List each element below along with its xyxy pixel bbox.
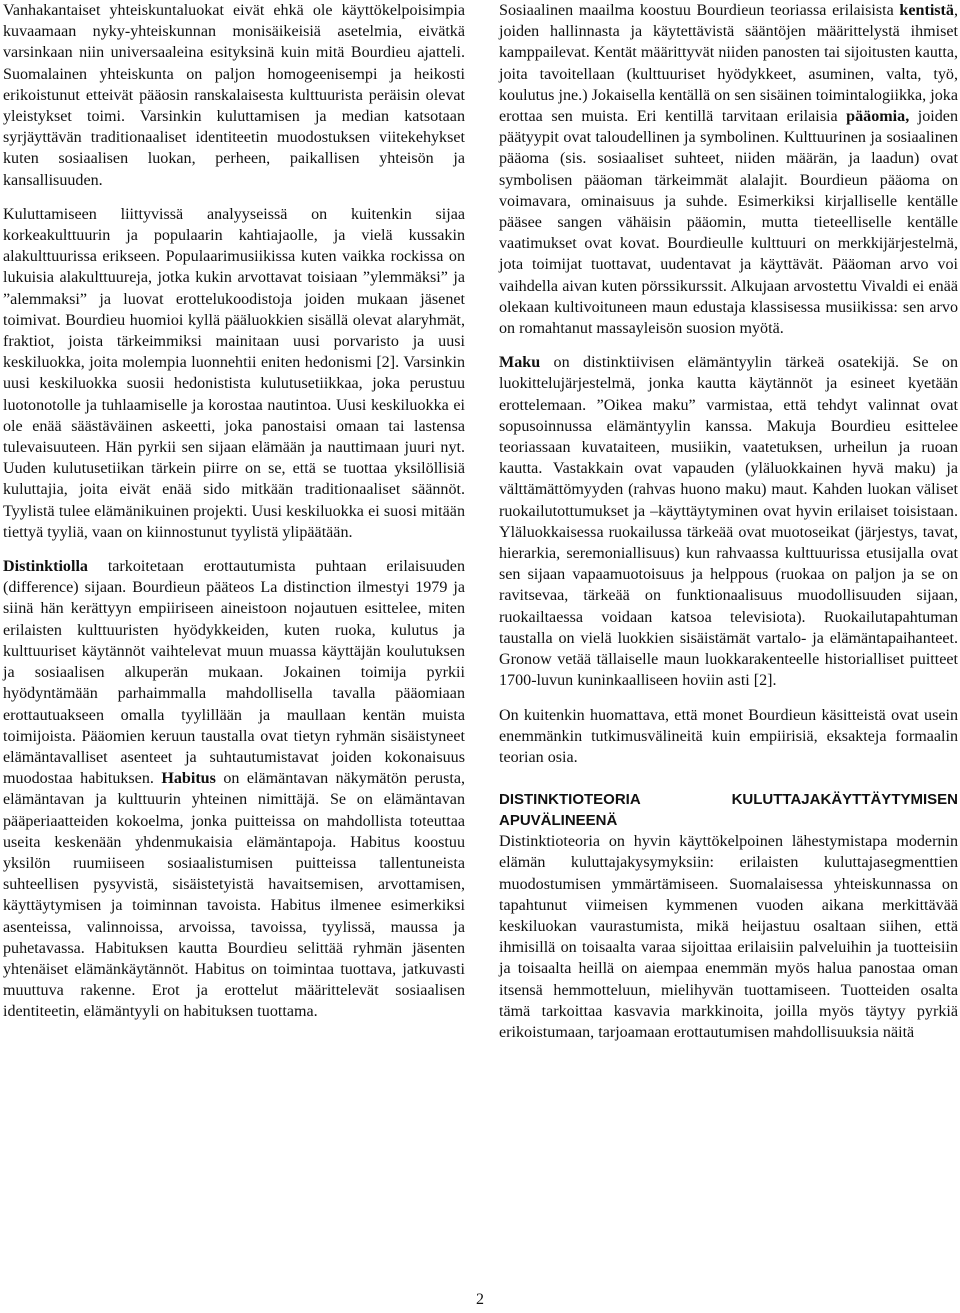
paragraph: Kuluttamiseen liittyvissä analyyseissä on kuitenkin sijaa korkeakulttuurin ja populaarin kahtiajaolle, ja vielä kussakin alakulttuurissa erikseen. Populaarimusiikissa kuten vaikka rockissa on lukuisia alakulttuureja, jotka kukin arvottavat toisiaan ”ylemmäksi” ja ”alemmaksi” ja luovat erottelukoodistoja joiden mukaan jäsenet toimivat. Bourdieu huomioi kyllä pääluokkien sisällä olevat alaryhmät, fraktiot, joista tärkeimmiksi mainitaan uusi porvaristo ja uusi keskiluokka, joita molempia luonnehtii eniten hedonismi [2]. Varsinkin uusi keskiluokka suosii hedonistista kulutusetiikkaa, joka perustuu luotonotolle ja tuhlaamiselle ja korostaa nautintoa. Uusi keskiluokka ei ole enää säästäväinen askeetti, joka panostaisi omaan tai lastensa tulevaisuuteen. Hän pyrkii sen sijaan elämään ja nauttimaan juuri nyt. Uuden kulutusetiikan tärkein piirre on se, että se tuottaa yksilöllisiä kuluttajia, joita eivät enää sido mitkään traditionaaliset säännöt. Tyylistä tulee elämänikuinen projekti. Uusi keskiluokka ei suosi mitään tiettyä tyyliä, vaan on kiinnostunut tyylistä ylipäätään. — [3, 205, 465, 541]
paragraph-text: joiden päätyypit ovat taloudellinen ja symbolinen. Kulttuurinen ja sosiaalinen pääoma (sis. sosiaaliset suhteet, niiden määrän, ja laadun) ovat symbolisen pääoman tärkeimmät alalajit. Bourdieun pääoma on voimavara, ominaisuus ja suhde. Esimerkiksi kirjalliselle kentälle pääsee sangen vähäisin pääomin, mutta tieteelliselle kentälle vaatimukset ovat kovat. Bourdieulle kulttuuri on merkkijärjestelmä, jota toimijat tuottavat, uudentavat ja käyttävät. Pääoman arvo voi vaihdella aivan kuten pörssikurssit. Alkujaan arvostettu Vivaldi ei enää olekaan kultivoituneen maun edustaja klassisessa musiikissa: sen arvo on romahtanut massayleisön suosion myötä. — [499, 108, 958, 338]
term-paaomia: pääomia, — [846, 108, 910, 126]
paragraph — [499, 352, 958, 691]
term-maku: Maku — [499, 354, 541, 372]
section-heading: DISTINKTIOTEORIA KULUTTAJAKÄYTTÄYTYMISEN — [499, 791, 958, 809]
paragraph: On kuitenkin huomattava, että monet Bourdieun käsitteistä ovat usein enemmänkin tutkimusvälineitä kuin empiirisiä, eksakteja formaalin teorian osia. — [499, 706, 958, 766]
paragraph: Distinktioteoria on hyvin käyttökelpoinen lähestymistapa modernin elämän kuluttajakysymyksiin: erilaisten kuluttajasegmenttien muodostumisen ymmärtämiseen. Suomalaisessa yhteiskunnassa on tapahtunut viimeisen kymmenen vuoden aikana merkittävää keskiluokan vaurastumista, mikä heijastuu osaltaan siihen, että ihmisillä on toisaalta varaa sijoittaa erilaisiin palveluihin ja tuotteisiin ja toisaalta heillä on aiempaa enemmän myös halua panostaa oman itsensä hemmotteluun, mielihyvän tuottamiseen. Tuotteiden osalta tämä tarkoittaa kasvavia markkinoita, joilla myös täytyy pyrkiä erikoistumaan, tarjoamaan erottautumisen mahdollisuuksia näitä — [499, 833, 958, 1041]
section-heading-continued: APUVÄLINEENÄ — [499, 812, 618, 830]
paragraph-text: tarkoitetaan erottautumista puhtaan erilaisuuden (difference) sijaan. Bourdieun pääteos La distinction ilmestyi 1979 ja siinä hän kerättyyn empiiriseen aineistoon nojautuen esittelee, miten erilaisten kulttuuristen hyödykkeiden, kuten ruoka, kulutus ja kulttuuriset käytännöt vaihtelevat muun muassa käyttäjän koulutuksen ja sosiaalisen alkuperän mukaan. Jokainen toimija pyrkii hyödyntämään parhaimmalla mahdollisella tavalla pääomiaan erottautuakseen omalla tyylillään ja maullaan kentän muista toimijoista. Pääomien keruun taustalla ovat tietyn ryhmän sisäistyneet elämäntavalliset asenteet ja suhtautumistavat joiden kokonaisuus muodostaa habituksen. — [3, 558, 465, 788]
paragraph-text: , joiden hallinnasta ja käytettävistä sääntöjen määrittelystä ihmiset kamppailevat. Kentät määrittyvät niiden panosten tai sijoitusten kautta, joita tavoitellaan (kulttuuriset hyödykkeet, asuminen, valta, työ, koulutus jne.) Jokaisella kentällä on sen sisäinen toimintalogiikka, joka erottaa sen muista. Eri kentillä tarvitaan erilaisia — [499, 2, 958, 126]
paragraph: Vanhakantaiset yhteiskuntaluokat eivät ehkä ole käyttökelpoisimpia kuvaamaan nyky-yhteiskunnan monisäikeisiä asetelmia, eivätkä varsinkaan niin universaaleina esityksinä kuin mitä Bourdieu ajatteli. Suomalainen yhteiskunta on paljon homogeenisempi ja heikosti erikoistunut etteivät pääosin ranskalaisesta kulttuurista peräisin olevat yleistykset toimi. Varsinkin kuluttamisen ja median katsotaan syrjäyttävän traditionaaliset identiteetin muodostuksen viitekehykset kuten sosiaalisen luokan, perheen, paikallisen yhteisön ja kansallisuuden. — [3, 2, 465, 189]
term-habitus: Habitus — [161, 770, 216, 788]
left-column — [3, 0, 465, 1036]
page-number: 2 — [476, 1291, 484, 1308]
paragraph-text: on elämäntavan näkymätön perusta, elämäntavan ja kulttuurin yhteinen nimittäjä. Se on elämäntavan pääperiaatteiden kokoelma, jonka puitteissa on mahdollista toteuttaa useita keskenään yhdenmukaisia elämäntapoja. Habitus koostuu yksilön ruumiiseen sosiaalistumisen puitteissa tallentuneista suhteellisen pysyvistä, sisäistetyistä havaitsemisen, arvottamisen, käyttäytymisen ja toiminnan tavoista. Habitus ilmenee esimerkiksi asenteissa, valinnoissa, arvoissa, tavoissa, tyylissä, maussa ja puhetavassa. Habituksen kautta Bourdieu selittää ryhmän jäsenten yhtenäiset elämänkäytännöt. Habitus on toimintaa tuottava, jatkuvasti muuttuva rakenne. Erot ja erottelut määrittelevät sosiaalisen identiteetin, elämäntyyli on habituksen tuottama. — [3, 770, 465, 1021]
right-column — [499, 0, 958, 1056]
term-distinktio: Distinktiolla — [3, 558, 88, 576]
paragraph-text: Sosiaalinen maailma koostuu Bourdieun teoriassa erilaisista — [499, 2, 900, 19]
paragraph — [499, 0, 958, 339]
paragraph — [3, 556, 465, 1022]
paragraph-text: on distinktiivisen elämäntyylin tärkeä osatekijä. Se on luokittelujärjestelmä, jonka kautta käytännöt ja esineet kyetään erottelemaan. ”Oikea maku” varmistaa, että tehdyt valinnat ovat sopusoinnussa elämäntyylin kanssa. Makuja Bourdieu esittelee teoriassaan kuvataiteen, musiikin, vaatetuksen, urheilun ja ruoan kautta. Vastakkain ovat vapauden (yläluokkainen hyvä maku) ja välttämättömyyden (rahvas huono maku) maut. Kahden luokan väliset ruokailutottumukset ja –käyttäytyminen ovat hyvin erilaiset toisistaan. Yläluokkaisessa ruokailussa tärkeää ovat muotoseikat (järjestys, tavat, hierarkia, seremoniallisuus) kun rahvaassa kulttuurissa etusijalla ovat sen sijaan vapaamuotoisuus ja helppous (ruokaa on paljon ja se on ravitsevaa, tärkeää on funktionaalisuus muodollisuuden sijaan, ruokailtaessa voidaan katsoa televisiota). Ruokailutapahtuman taustalla on vielä luokkien sisäistämät vartalo- ja elämäntapaihanteet. Gronow vetää tällaiselle maun luokkarakenteelle historialliset puitteet 1700-luvun kuninkaalliseen hoviin asti [2]. — [499, 354, 958, 690]
term-kentat: kentistä — [899, 2, 954, 19]
